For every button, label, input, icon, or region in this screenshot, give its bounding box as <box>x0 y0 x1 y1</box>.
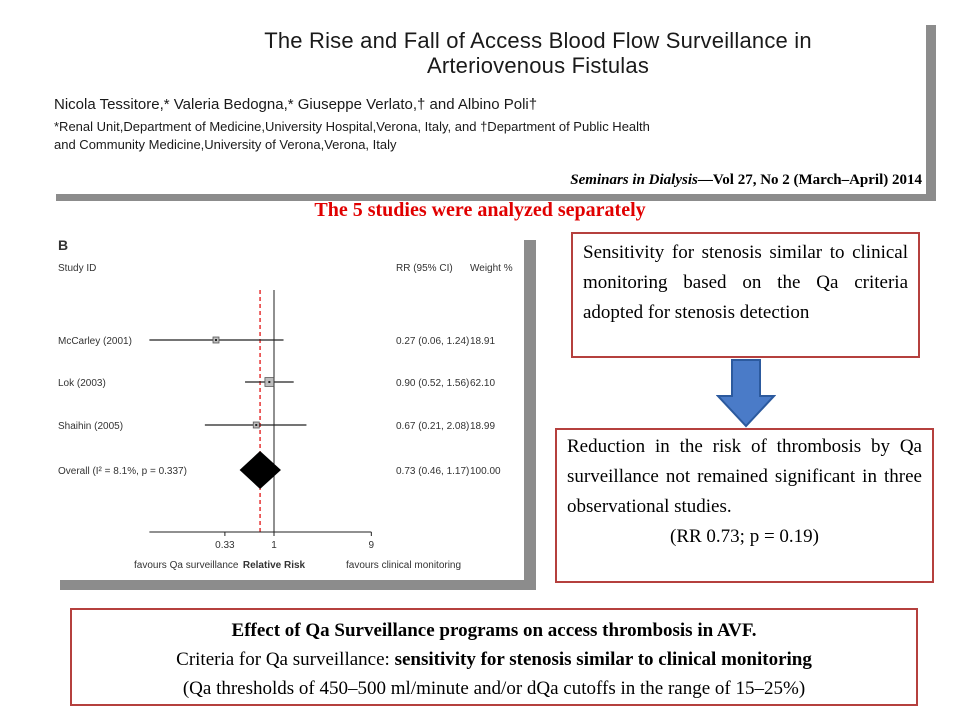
overall-name: Overall (I² = 8.1%, p = 0.337) <box>58 466 187 477</box>
overall-weight: 100.00 <box>470 466 501 477</box>
effect-criteria-bold: sensitivity for stenosis similar to clinical monitoring <box>394 649 812 670</box>
study-weight: 18.99 <box>470 421 496 432</box>
study-name: Shaihin (2005) <box>58 421 124 432</box>
sensitivity-text: Sensitivity for stenosis similar to clinical monitoring based on the Qa criteria adopted for stenosis detection <box>583 242 908 323</box>
column-header-weight: Weight % <box>470 263 513 274</box>
risk-reduction-box <box>555 428 934 583</box>
favours-left-label: favours Qa surveillance <box>134 560 239 571</box>
effect-criteria-prefix: Criteria for Qa surveillance: <box>176 649 395 670</box>
study-point-center <box>268 381 270 383</box>
journal-citation <box>570 172 922 189</box>
study-point-center <box>215 339 217 341</box>
x-tick-label: 0.33 <box>215 540 235 551</box>
slide-subtitle: The 5 studies were analyzed separately <box>314 199 646 221</box>
sensitivity-box <box>571 232 920 358</box>
column-header-rr: RR (95% CI) <box>396 263 453 274</box>
forest-plot <box>50 232 524 580</box>
journal-details: —Vol 27, No 2 (March–April) 2014 <box>697 172 922 188</box>
study-name: Lok (2003) <box>58 378 106 389</box>
study-weight: 62.10 <box>470 378 496 389</box>
x-axis-label: Relative Risk <box>242 560 306 571</box>
favours-right-label: favours clinical monitoring <box>346 560 462 571</box>
x-tick-label: 9 <box>368 540 375 551</box>
affiliation-line2: and Community Medicine,University of Verona,Verona, Italy <box>54 137 397 152</box>
study-rr-ci: 0.90 (0.52, 1.56) <box>396 378 470 389</box>
panel-label: B <box>58 237 69 253</box>
paper-authors: Nicola Tessitore,* Valeria Bedogna,* Giuseppe Verlato,† and Albino Poli† <box>54 96 538 113</box>
study-rr-ci: 0.67 (0.21, 2.08) <box>396 421 470 432</box>
study-name: McCarley (2001) <box>58 336 132 347</box>
paper-affiliation <box>54 118 914 154</box>
effect-title: Effect of Qa Surveillance programs on access thrombosis in AVF. <box>231 620 757 641</box>
effect-criteria <box>80 645 908 674</box>
x-tick-label: 1 <box>271 540 277 551</box>
effect-thresholds: (Qa thresholds of 450–500 ml/minute and/or dQa cutoffs in the range of 15–25%) <box>182 678 806 699</box>
column-header-study: Study ID <box>58 263 97 274</box>
study-rr-ci: 0.27 (0.06, 1.24) <box>396 336 470 347</box>
study-point-center <box>255 424 257 426</box>
journal-name: Seminars in Dialysis <box>570 172 698 188</box>
risk-reduction-text: Reduction in the risk of thrombosis by Qa surveillance not remained significant in three observational studies. <box>567 436 922 517</box>
paper-title <box>100 28 960 78</box>
overall-diamond <box>240 451 281 489</box>
risk-rr-value: (RR 0.73; p = 0.19) <box>670 526 819 547</box>
paper-header <box>50 20 926 194</box>
forest-plot-svg <box>50 232 524 580</box>
affiliation-line1: *Renal Unit,Department of Medicine,University Hospital,Verona, Italy, and †Department of Public Health <box>54 119 650 134</box>
effect-box <box>70 608 918 706</box>
study-weight: 18.91 <box>470 336 496 347</box>
paper-title-line1: The Rise and Fall of Access Blood Flow Surveillance in <box>264 28 812 53</box>
down-arrow-icon <box>716 358 776 428</box>
overall-rr-ci: 0.73 (0.46, 1.17) <box>396 466 470 477</box>
paper-title-line2: Arteriovenous Fistulas <box>426 53 650 78</box>
